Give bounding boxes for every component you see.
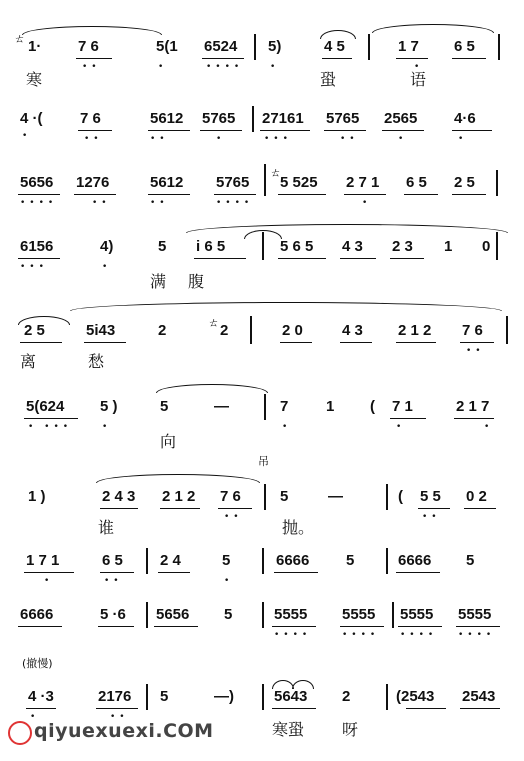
underline [454, 418, 494, 419]
note: 5555 [274, 606, 308, 623]
barline [146, 684, 148, 710]
underline [84, 342, 126, 343]
octave-dots: • [398, 134, 408, 144]
note: 2 7 1 [346, 174, 380, 191]
note: ( [370, 398, 375, 415]
underline [154, 626, 198, 627]
watermark-text: qiyuexuexi.COM [34, 720, 214, 742]
note: —) [214, 688, 234, 705]
note: 2543 [462, 688, 496, 705]
note: 6 5 [454, 38, 475, 55]
octave-dots: •••• [20, 198, 58, 208]
underline [322, 58, 352, 59]
lyric: 谁 [98, 518, 115, 537]
note: 6 5 [102, 552, 123, 569]
note: 5 ·6 [100, 606, 126, 623]
note: 4·6 [454, 110, 476, 127]
note: 5 [158, 238, 167, 255]
note: 4) [100, 238, 114, 255]
octave-dots: • [282, 422, 292, 432]
octave-dots: • [270, 62, 280, 72]
note: (2543 [396, 688, 435, 705]
octave-dots: • [22, 131, 32, 141]
underline [18, 194, 60, 195]
note: 6666 [20, 606, 54, 623]
note: 5555 [400, 606, 434, 623]
note: 4 ·( [20, 110, 43, 127]
underline [76, 58, 112, 59]
underline [148, 130, 190, 131]
slur [186, 224, 508, 233]
note: 6524 [204, 38, 238, 55]
underline [148, 194, 190, 195]
note: 6156 [20, 238, 54, 255]
underline [398, 626, 442, 627]
slur [96, 474, 260, 483]
octave-dots: •• [92, 198, 111, 208]
note: 5643 [274, 688, 308, 705]
note: 5656 [156, 606, 190, 623]
underline [456, 626, 500, 627]
note: 6 5 [406, 174, 427, 191]
note: 5765 [202, 110, 236, 127]
barline [392, 602, 394, 628]
slur [70, 302, 502, 311]
underline [452, 130, 492, 131]
lyric: 愁 [88, 352, 105, 371]
underline [78, 130, 112, 131]
note: 7 6 [220, 488, 241, 505]
note: 1 7 [398, 38, 419, 55]
octave-dots: • [362, 198, 372, 208]
underline [278, 258, 326, 259]
note: 5 [466, 552, 475, 569]
octave-dots: •• [150, 134, 169, 144]
lyric: 寒 [26, 70, 43, 89]
grace-mark: ㄊ [14, 33, 25, 45]
underline [160, 508, 200, 509]
note: 5 ) [100, 398, 118, 415]
underline [464, 508, 496, 509]
lyric: 离 [20, 352, 37, 371]
octave-dots: • [396, 422, 406, 432]
grace-mark: ㄊ [208, 317, 219, 329]
note: 2 1 7 [456, 398, 490, 415]
note: — [328, 488, 343, 505]
underline [396, 572, 440, 573]
note: i 6 5 [196, 238, 226, 255]
octave-dots: •••• [216, 198, 254, 208]
underline [194, 258, 246, 259]
note: ( [398, 488, 403, 505]
lyric: 寒蛩 [272, 720, 305, 739]
lyric: 呀 [342, 720, 359, 739]
underline [20, 342, 62, 343]
underline [382, 130, 424, 131]
underline [344, 194, 386, 195]
note: 27161 [262, 110, 304, 127]
note: 7 6 [462, 322, 483, 339]
note: 7 1 [392, 398, 413, 415]
octave-dots: •• [466, 346, 485, 356]
note: 2 5 [454, 174, 475, 191]
underline [452, 194, 486, 195]
note: 2 1 2 [398, 322, 432, 339]
note: 2176 [98, 688, 132, 705]
barline [250, 316, 252, 344]
lyric: 抛。 [282, 518, 315, 537]
octave-dots: •••• [274, 630, 312, 640]
barline [264, 394, 266, 420]
grace-mark: ㄊ [270, 167, 281, 179]
lyric: 腹 [188, 272, 205, 291]
barline [262, 602, 264, 628]
underline [18, 258, 60, 259]
octave-dots: •••• [206, 62, 244, 72]
note: 5 5 [420, 488, 441, 505]
underline [390, 418, 426, 419]
barline [264, 164, 266, 196]
underline [24, 418, 78, 419]
underline [396, 342, 436, 343]
note: 5765 [326, 110, 360, 127]
octave-dots: • [224, 576, 234, 586]
underline [218, 508, 252, 509]
underline [272, 708, 316, 709]
underline [340, 626, 384, 627]
underline [418, 508, 450, 509]
note: 4 ·3 [28, 688, 54, 705]
note: 1 [444, 238, 453, 255]
barline [506, 316, 508, 344]
note: 5i43 [86, 322, 116, 339]
note: 2 1 2 [162, 488, 196, 505]
underline [100, 572, 134, 573]
barline [262, 684, 264, 710]
underline [202, 58, 244, 59]
octave-dots: • [102, 262, 112, 272]
note: 2 5 [24, 322, 45, 339]
slur [22, 26, 162, 35]
octave-dots: •• [340, 134, 359, 144]
underline [74, 194, 116, 195]
underline [280, 342, 312, 343]
underline [278, 194, 326, 195]
octave-dots: •••• [400, 630, 438, 640]
octave-dots: ••• [264, 134, 292, 144]
octave-dots: ••• [20, 262, 48, 272]
section-mark: 吊 [258, 455, 269, 468]
underline [200, 130, 242, 131]
note: 5 [346, 552, 355, 569]
octave-dots: •••• [342, 630, 380, 640]
note: 1 ) [28, 488, 46, 505]
barline [264, 484, 266, 510]
barline [386, 684, 388, 710]
underline [24, 572, 74, 573]
note: 2 4 3 [102, 488, 136, 505]
octave-dots: • [44, 576, 54, 586]
barline [498, 34, 500, 60]
note: 1276 [76, 174, 110, 191]
barline [254, 34, 256, 60]
barline [262, 548, 264, 574]
slur [156, 384, 268, 393]
octave-dots: •• [150, 198, 169, 208]
note: 0 2 [466, 488, 487, 505]
underline [324, 130, 366, 131]
note: 5555 [342, 606, 376, 623]
underline [274, 572, 318, 573]
note: 2 0 [282, 322, 303, 339]
octave-dots: •• [104, 576, 123, 586]
note: 2 3 [392, 238, 413, 255]
underline [214, 194, 256, 195]
lyric: 蛩 [320, 70, 337, 89]
note: 5 [224, 606, 233, 623]
underline [340, 258, 376, 259]
octave-dots: • [484, 422, 494, 432]
note: 6666 [276, 552, 310, 569]
note: 1· [28, 38, 42, 55]
note: — [214, 398, 229, 415]
note: 5(624 [26, 398, 65, 415]
underline [98, 626, 134, 627]
underline [340, 342, 372, 343]
barline [496, 170, 498, 196]
note: 5656 [20, 174, 54, 191]
octave-dots: • [102, 422, 112, 432]
octave-dots: •• [422, 512, 441, 522]
tempo-mark: (撤慢) [22, 657, 53, 670]
underline [390, 258, 424, 259]
underline [396, 58, 428, 59]
note: 5 [160, 398, 169, 415]
underline [26, 708, 56, 709]
underline [96, 708, 138, 709]
barline [496, 232, 498, 260]
note: 5 6 5 [280, 238, 314, 255]
note: 5 [160, 688, 169, 705]
octave-dots: •• [82, 62, 101, 72]
note: 5765 [216, 174, 250, 191]
note: 5 525 [280, 174, 318, 191]
note: 5 [222, 552, 231, 569]
underline [100, 508, 138, 509]
lyric: 语 [410, 70, 427, 89]
octave-dots: • [458, 134, 468, 144]
note: 4 5 [324, 38, 345, 55]
underline [460, 708, 500, 709]
barline [146, 602, 148, 628]
note: 6666 [398, 552, 432, 569]
underline [452, 58, 486, 59]
note: 4 3 [342, 238, 363, 255]
note: 5555 [458, 606, 492, 623]
barline [252, 106, 254, 132]
note: 5612 [150, 110, 184, 127]
note: 5 [280, 488, 289, 505]
underline [158, 572, 190, 573]
note: 5612 [150, 174, 184, 191]
barline [386, 484, 388, 510]
octave-dots: • [158, 62, 168, 72]
underline [18, 626, 62, 627]
underline [404, 194, 438, 195]
underline [272, 626, 316, 627]
note: 5) [268, 38, 282, 55]
note: 2 4 [160, 552, 181, 569]
note: 2 [158, 322, 167, 339]
barline [146, 548, 148, 574]
octave-dots: • [30, 712, 40, 722]
note: 5(1 [156, 38, 178, 55]
note: 4 3 [342, 322, 363, 339]
barline [386, 548, 388, 574]
note: 7 6 [78, 38, 99, 55]
octave-dots: • [414, 62, 424, 72]
note: 0 [482, 238, 491, 255]
octave-dots: •• [84, 134, 103, 144]
octave-dots: •• [224, 512, 243, 522]
note: 1 7 1 [26, 552, 60, 569]
lyric: 向 [160, 432, 177, 451]
watermark [6, 720, 214, 742]
underline [460, 342, 494, 343]
barline [368, 34, 370, 60]
octave-dots: •••• [458, 630, 496, 640]
octave-dots: •• [110, 712, 129, 722]
note: 2565 [384, 110, 418, 127]
note: 1 [326, 398, 335, 415]
underline [260, 130, 310, 131]
octave-dots: • ••• [28, 422, 73, 432]
note: 2 [220, 322, 229, 339]
octave-dots: • [216, 134, 226, 144]
note: 7 [280, 398, 289, 415]
note: 7 6 [80, 110, 101, 127]
underline [406, 708, 446, 709]
note: 2 [342, 688, 351, 705]
lyric: 满 [150, 272, 167, 291]
slur [372, 24, 494, 33]
slur [320, 30, 356, 39]
